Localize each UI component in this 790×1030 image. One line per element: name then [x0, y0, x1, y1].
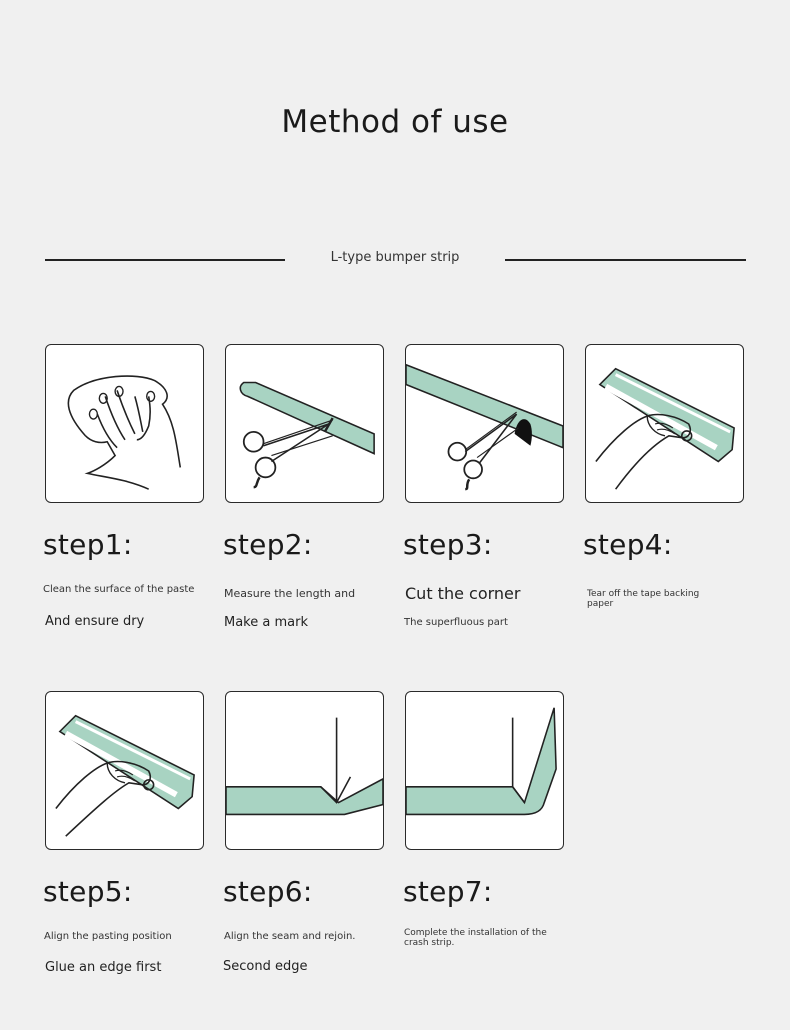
step6-card: [225, 691, 384, 850]
step4-title: step4:: [583, 528, 673, 561]
divider-left: [45, 259, 285, 261]
step4-line1: Tear off the tape backing paper: [587, 589, 700, 609]
step4-card: [585, 344, 744, 503]
step2-card: [225, 344, 384, 503]
step1-title: step1:: [43, 528, 133, 561]
step2-line1: Measure the length and: [224, 587, 356, 600]
step5-card: [45, 691, 204, 850]
section-subtitle: L-type bumper strip: [330, 250, 460, 265]
step1-card: [45, 344, 204, 503]
step6-title: step6:: [223, 875, 313, 908]
hand-peeling-icon: [586, 345, 743, 502]
scissors-marking-icon: [226, 345, 383, 502]
step7-title: step7:: [403, 875, 493, 908]
step2-title: step2:: [223, 528, 313, 561]
page-title: Method of use: [281, 104, 509, 140]
step2-line2: Make a mark: [224, 615, 308, 630]
step3-title: step3:: [403, 528, 493, 561]
scissors-cutting-icon: [406, 345, 563, 502]
step1-line1: Clean the surface of the paste: [43, 584, 195, 595]
divider-right: [505, 259, 746, 261]
step6-line2: Second edge: [223, 959, 308, 974]
corner-seam-icon: [226, 692, 383, 849]
step6-line1: Align the seam and rejoin.: [224, 931, 356, 942]
step5-title: step5:: [43, 875, 133, 908]
step3-line2: The superfluous part: [404, 617, 508, 628]
step7-line1: Complete the installation of the crash strip.: [404, 928, 547, 948]
wiping-hand-icon: [46, 345, 203, 502]
corner-complete-icon: [406, 692, 563, 849]
step5-line1: Align the pasting position: [44, 931, 172, 942]
step3-card: [405, 344, 564, 503]
step5-line2: Glue an edge first: [45, 960, 162, 975]
step1-line2: And ensure dry: [45, 614, 145, 629]
step3-line1: Cut the corner: [405, 584, 521, 603]
step7-card: [405, 691, 564, 850]
hand-gluing-icon: [46, 692, 203, 849]
